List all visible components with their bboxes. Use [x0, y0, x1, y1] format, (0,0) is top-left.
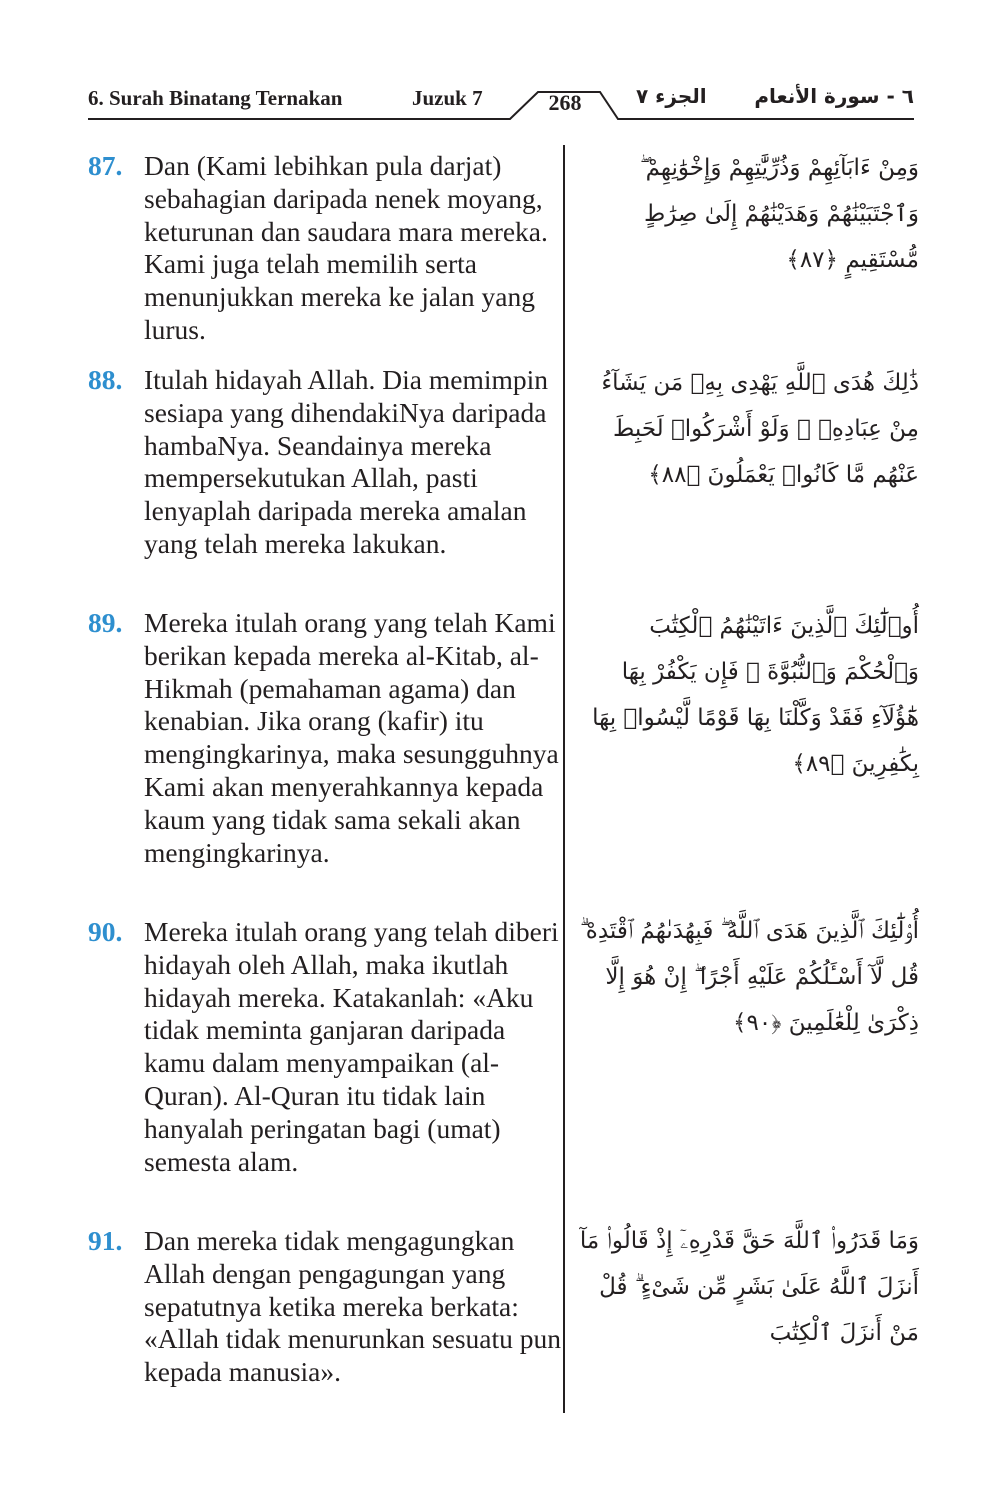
verse-translation: Mereka itulah orang yang telah Kami berikan kepada mereka al-Kitab, al-Hikmah (pemahaman agama) dan kenabian. Jika orang (kafir) itu mengingkarinya, maka sesungguhnya Kami akan menyerahkannya kepada kaum yang tidak sama sekali akan mengingkarinya.	[144, 607, 559, 868]
juzuk-label-arabic: الجزء ٧	[636, 84, 707, 108]
verse-translation: Itulah hidayah Allah. Dia memimpin sesiapa yang dihendakiNya daripada hambaNya. Seandainya mereka mempersekutukan Allah, pasti lenyaplah daripada mereka amalan yang telah mereka lakukan.	[144, 364, 549, 559]
surah-title-arabic: ٦ - سورة الأنعام	[754, 84, 914, 108]
verse-translation: Dan mereka tidak mengagungkan Allah dengan pengagungan yang sepatutnya ketika mereka berkata: «Allah tidak menurunkan sesuatu pun kepada manusia».	[144, 1225, 561, 1388]
page-header	[88, 82, 914, 122]
page-number: 268	[548, 90, 582, 115]
verse-number: 89.	[88, 607, 123, 638]
verse-89-arabic: أُو۟لَٰٓئِكَ ٱلَّذِينَ ءَاتَيْنَٰهُمُ ٱلْكِتَٰبَ وَٱلْحُكْمَ وَٱلنُّبُوَّةَ ۚ فَإِن يَكْفُرْ بِهَا هَٰٓؤُلَآءِ فَقَدْ وَكَّلْنَا بِهَا قَوْمًا لَّيْسُوا۟ بِهَا بِكَٰفِرِينَ ﴿٨٩﴾	[592, 613, 919, 777]
verse-number: 88.	[88, 364, 123, 395]
surah-title-latin: 6. Surah Binatang Ternakan	[88, 86, 343, 110]
verse-90-arabic: أُو۟لَٰٓئِكَ ٱلَّذِينَ هَدَى ٱللَّهُ ۖ فَبِهُدَىٰهُمُ ٱقْتَدِهْ ۗ قُل لَّآ أَسْـَٔلُكُمْ عَلَيْهِ أَجْرًا ۖ إِنْ هُوَ إِلَّا ذِكْرَىٰ لِلْعَٰلَمِينَ ﴿٩٠﴾	[580, 918, 919, 1036]
verse-number: 91.	[88, 1225, 123, 1256]
verse-number: 87.	[88, 150, 123, 181]
verse-translation: Dan (Kami lebihkan pula darjat) sebahagian daripada nenek moyang, keturunan dan saudara mara mereka. Kami juga telah memilih serta menunjukkan mereka ke jalan yang lurus.	[144, 150, 548, 345]
verse-87-arabic: وَمِنْ ءَابَآئِهِمْ وَذُرِّيَّٰتِهِمْ وَإِخْوَٰنِهِمْ ۖ وَٱجْتَبَيْنَٰهُمْ وَهَدَيْنَٰهُمْ إِلَىٰ صِرَٰطٍ مُّسْتَقِيمٍ ﴿٨٧﴾	[639, 155, 919, 273]
verse-91-arabic: وَمَا قَدَرُوا۟ ٱللَّهَ حَقَّ قَدْرِهِۦٓ إِذْ قَالُوا۟ مَآ أَنزَلَ ٱللَّهُ عَلَىٰ بَشَرٍ مِّن شَىْءٍ ۗ قُلْ مَنْ أَنزَلَ ٱلْكِتَٰبَ	[579, 1228, 919, 1346]
juzuk-label-latin: Juzuk 7	[412, 86, 483, 110]
verse-number: 90.	[88, 916, 123, 947]
verse-translation: Mereka itulah orang yang telah diberi hidayah oleh Allah, maka ikutlah hidayah mereka. Katakanlah: «Aku tidak meminta ganjaran daripada kamu dalam menyampaikan (al-Quran). Al-Quran itu tidak lain hanyalah peringatan bagi (umat) semesta alam.	[144, 916, 559, 1177]
verse-88-arabic: ذَٰلِكَ هُدَى ٱللَّهِ يَهْدِى بِهِۦ مَن يَشَآءُ مِنْ عِبَادِهِۦ ۚ وَلَوْ أَشْرَكُوا۟ لَحَبِطَ عَنْهُم مَّا كَانُوا۟ يَعْمَلُونَ ﴿٨٨﴾	[601, 370, 919, 488]
